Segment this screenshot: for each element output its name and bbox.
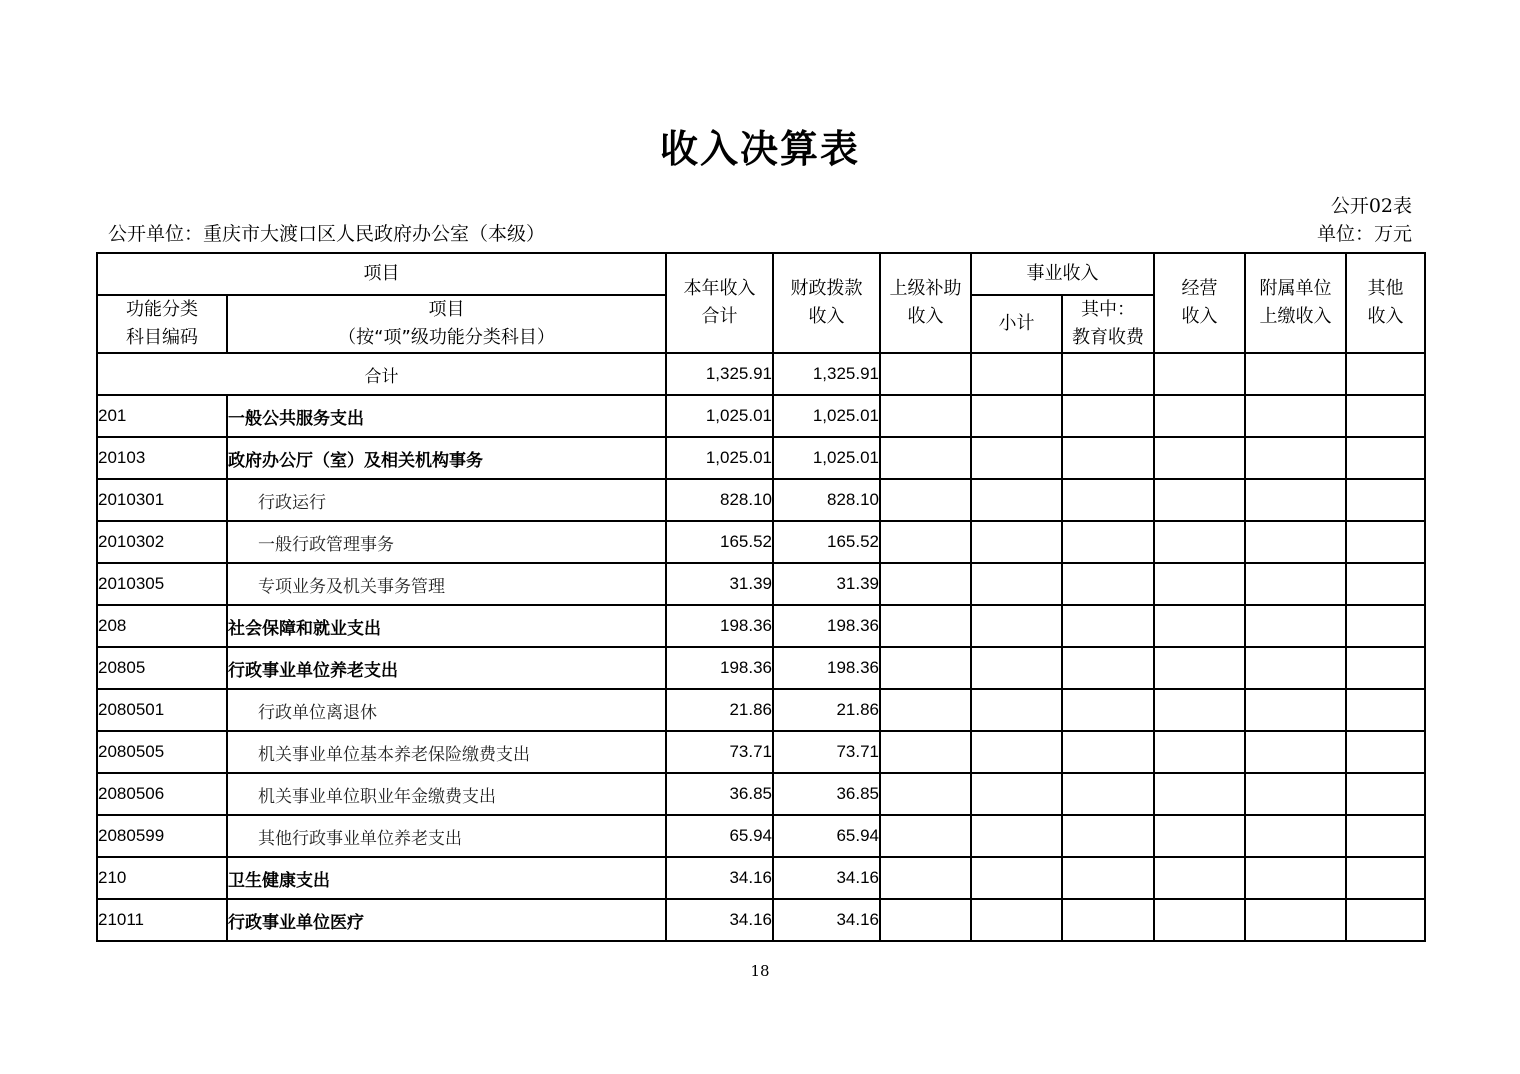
empty-cell [880,353,971,395]
row-fiscal: 828.10 [773,479,880,521]
row-total-income: 1,025.01 [666,437,773,479]
row-total-income: 65.94 [666,815,773,857]
table-row [97,605,1425,647]
empty-cell [1154,731,1245,773]
header-fiscal: 财政拨款 收入 [773,253,880,353]
empty-cell [1062,731,1154,773]
empty-cell [1245,773,1346,815]
row-total-income: 73.71 [666,731,773,773]
empty-cell [880,563,971,605]
empty-cell [1154,689,1245,731]
empty-cell [1245,353,1346,395]
empty-cell [971,521,1062,563]
row-fiscal: 31.39 [773,563,880,605]
empty-cell [1154,899,1245,941]
form-number: 公开02表 [1330,195,1412,217]
unit-line [108,219,1412,245]
header-upper-subsidy: 上级补助 收入 [880,253,971,353]
empty-cell [1062,437,1154,479]
empty-cell [971,689,1062,731]
table-row [97,563,1425,605]
row-fiscal: 65.94 [773,815,880,857]
empty-cell [1346,353,1425,395]
empty-cell [1245,437,1346,479]
empty-cell [971,899,1062,941]
header-item: 项目 （按“项”级功能分类科目） [227,295,666,353]
row-name: 行政事业单位养老支出 [227,647,666,689]
empty-cell [971,857,1062,899]
row-fiscal: 198.36 [773,605,880,647]
table-row [97,395,1425,437]
empty-cell [1245,521,1346,563]
empty-cell [971,731,1062,773]
empty-cell [880,395,971,437]
empty-cell [1062,647,1154,689]
header-subtotal: 小计 [971,295,1062,353]
row-name: 机关事业单位基本养老保险缴费支出 [227,731,666,773]
empty-cell [971,563,1062,605]
row-code: 20805 [97,647,227,689]
empty-cell [1346,899,1425,941]
empty-cell [1346,731,1425,773]
empty-cell [1154,353,1245,395]
header-edu-fee: 其中： 教育收费 [1062,295,1154,353]
empty-cell [1062,479,1154,521]
header-total-income: 本年收入 合计 [666,253,773,353]
row-code: 210 [97,857,227,899]
empty-cell [1346,521,1425,563]
page-title: 收入决算表 [659,127,860,171]
empty-cell [1154,395,1245,437]
empty-cell [1154,563,1245,605]
empty-cell [971,353,1062,395]
empty-cell [1062,815,1154,857]
empty-cell [971,605,1062,647]
table-row [97,899,1425,941]
header-operating: 经营 收入 [1154,253,1245,353]
empty-cell [1346,773,1425,815]
empty-cell [1346,437,1425,479]
total-income-value: 1,325.91 [666,353,773,395]
empty-cell [1062,395,1154,437]
empty-cell [880,437,971,479]
empty-cell [1154,815,1245,857]
empty-cell [1062,773,1154,815]
row-fiscal: 1,025.01 [773,437,880,479]
header-business: 事业收入 [971,253,1154,295]
row-total-income: 1,025.01 [666,395,773,437]
reporting-unit: 公开单位：重庆市大渡口区人民政府办公室（本级） [108,223,546,245]
empty-cell [1062,563,1154,605]
table-row [97,689,1425,731]
empty-cell [1154,857,1245,899]
row-fiscal: 73.71 [773,731,880,773]
row-code: 2080506 [97,773,227,815]
row-fiscal: 21.86 [773,689,880,731]
empty-cell [1245,479,1346,521]
empty-cell [1154,479,1245,521]
header-affiliated: 附属单位 上缴收入 [1245,253,1346,353]
header-code: 功能分类 科目编码 [97,295,227,353]
empty-cell [880,479,971,521]
row-name: 卫生健康支出 [227,857,666,899]
row-total-income: 198.36 [666,647,773,689]
row-code: 2080501 [97,689,227,731]
row-fiscal: 165.52 [773,521,880,563]
row-code: 20103 [97,437,227,479]
empty-cell [971,647,1062,689]
table-row [97,773,1425,815]
row-fiscal: 34.16 [773,857,880,899]
row-name: 一般公共服务支出 [227,395,666,437]
row-total-income: 36.85 [666,773,773,815]
row-code: 2080505 [97,731,227,773]
row-name: 一般行政管理事务 [227,521,666,563]
header-other: 其他 收入 [1346,253,1425,353]
row-name: 政府办公厅（室）及相关机构事务 [227,437,666,479]
empty-cell [1245,395,1346,437]
row-fiscal: 1,025.01 [773,395,880,437]
empty-cell [880,521,971,563]
empty-cell [1062,605,1154,647]
row-code: 21011 [97,899,227,941]
empty-cell [971,437,1062,479]
row-name: 行政单位离退休 [227,689,666,731]
table-row [97,647,1425,689]
row-code: 208 [97,605,227,647]
empty-cell [971,815,1062,857]
table-row [97,815,1425,857]
empty-cell [1245,857,1346,899]
income-table [96,252,1426,942]
row-total-income: 34.16 [666,899,773,941]
empty-cell [1154,437,1245,479]
row-name: 机关事业单位职业年金缴费支出 [227,773,666,815]
empty-cell [880,899,971,941]
total-fiscal-value: 1,325.91 [773,353,880,395]
empty-cell [971,773,1062,815]
empty-cell [1062,689,1154,731]
empty-cell [1154,605,1245,647]
row-code: 201 [97,395,227,437]
empty-cell [1245,899,1346,941]
table-row [97,857,1425,899]
empty-cell [1245,689,1346,731]
empty-cell [1245,605,1346,647]
empty-cell [1346,815,1425,857]
row-name: 行政运行 [227,479,666,521]
row-code: 2010301 [97,479,227,521]
row-name: 行政事业单位医疗 [227,899,666,941]
table-row [97,437,1425,479]
row-name: 其他行政事业单位养老支出 [227,815,666,857]
row-fiscal: 34.16 [773,899,880,941]
empty-cell [971,395,1062,437]
empty-cell [1346,857,1425,899]
empty-cell [880,773,971,815]
row-name: 社会保障和就业支出 [227,605,666,647]
empty-cell [1245,815,1346,857]
empty-cell [880,731,971,773]
currency-unit: 单位：万元 [1316,223,1412,245]
empty-cell [1245,731,1346,773]
empty-cell [971,479,1062,521]
row-name: 专项业务及机关事务管理 [227,563,666,605]
row-total-income: 31.39 [666,563,773,605]
empty-cell [880,647,971,689]
row-fiscal: 36.85 [773,773,880,815]
empty-cell [1346,479,1425,521]
empty-cell [1346,563,1425,605]
row-code: 2010305 [97,563,227,605]
row-total-income: 34.16 [666,857,773,899]
empty-cell [1062,857,1154,899]
empty-cell [1346,605,1425,647]
empty-cell [1346,647,1425,689]
total-row [97,353,1425,395]
empty-cell [1154,773,1245,815]
empty-cell [880,857,971,899]
empty-cell [1062,521,1154,563]
table-row [97,521,1425,563]
empty-cell [880,605,971,647]
row-total-income: 198.36 [666,605,773,647]
row-total-income: 165.52 [666,521,773,563]
empty-cell [880,815,971,857]
empty-cell [1062,353,1154,395]
empty-cell [1154,521,1245,563]
empty-cell [1245,563,1346,605]
row-total-income: 21.86 [666,689,773,731]
row-fiscal: 198.36 [773,647,880,689]
table-row [97,731,1425,773]
empty-cell [1154,647,1245,689]
row-code: 2080599 [97,815,227,857]
empty-cell [880,689,971,731]
header-project: 项目 [97,253,666,295]
table-row [97,479,1425,521]
empty-cell [1245,647,1346,689]
row-code: 2010302 [97,521,227,563]
empty-cell [1346,689,1425,731]
page-number: 18 [750,962,770,980]
total-label: 合计 [97,353,666,395]
row-total-income: 828.10 [666,479,773,521]
empty-cell [1346,395,1425,437]
empty-cell [1062,899,1154,941]
